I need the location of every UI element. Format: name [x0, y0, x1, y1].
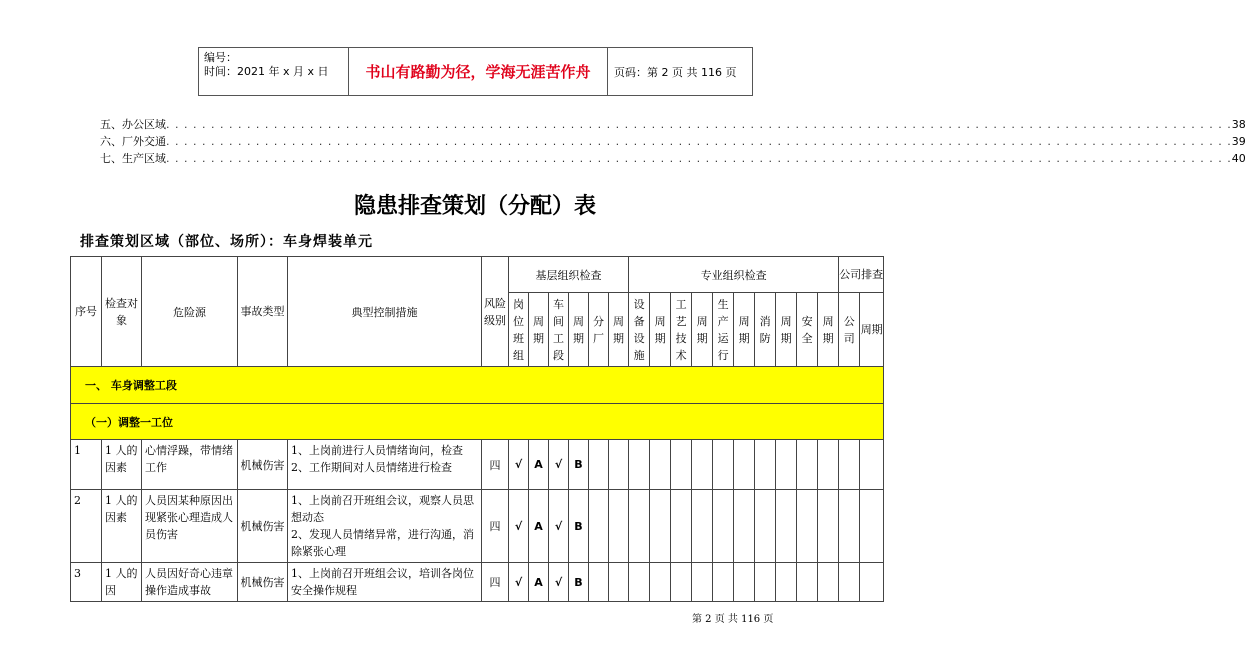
row-empty-cell — [629, 563, 650, 602]
row-object: 1 人的因 — [102, 563, 142, 602]
row-workshop-period: B — [569, 563, 589, 602]
row-empty-cell — [609, 440, 629, 490]
row-hazard: 心情浮躁，带情绪工作 — [142, 440, 238, 490]
row-risk: 四 — [482, 563, 509, 602]
row-post-period: A — [529, 440, 549, 490]
row-measures: 1、上岗前召开班组会议，培训各岗位安全操作规程 — [288, 563, 482, 602]
row-empty-cell — [692, 563, 713, 602]
table-row — [71, 490, 884, 563]
header-process: 工艺技术 — [671, 293, 692, 367]
code-label: 编号： — [204, 51, 237, 64]
header-period: 周期 — [609, 293, 629, 367]
row-risk: 四 — [482, 490, 509, 563]
toc-title: 厂外交通 — [122, 135, 166, 148]
row-empty-cell — [734, 490, 755, 563]
header-workshop: 车间工段 — [549, 293, 569, 367]
toc-num: 七、 — [100, 152, 122, 165]
row-empty-cell — [734, 563, 755, 602]
header-safety: 安全 — [797, 293, 818, 367]
toc-page: 39 — [1231, 135, 1246, 148]
row-post-period: A — [529, 490, 549, 563]
header-period: 周期 — [776, 293, 797, 367]
row-empty-cell — [797, 440, 818, 490]
planning-table — [70, 256, 884, 602]
row-empty-cell — [589, 563, 609, 602]
row-empty-cell — [650, 563, 671, 602]
row-empty-cell — [755, 490, 776, 563]
row-workshop-period: B — [569, 440, 589, 490]
header-risk: 风险级别 — [482, 257, 509, 367]
time-label: 时间：2021 年 x 月 x 日 — [204, 65, 329, 78]
subsection-heading: （一）调整一工位 — [71, 404, 884, 440]
header-hazard: 危险源 — [142, 257, 238, 367]
row-empty-cell — [776, 490, 797, 563]
toc-entry[interactable] — [100, 151, 1246, 167]
header-post: 岗位班组 — [509, 293, 529, 367]
row-empty-cell — [755, 440, 776, 490]
toc-entry[interactable] — [100, 134, 1246, 150]
toc-leader: . . . . . . . . . . . . . . . . . . . . . . . . . . . . . . . . . . . . . . . . . . . . . . . . . . . . . . . . . . . . . . . . . . . . . . . . . . . . . . . . . . . . . . . . . . . . . . . . . . . . . . . . . . . . . . . . . . . . . . . — [166, 135, 1232, 148]
row-empty-cell — [713, 440, 734, 490]
toc-leader: . . . . . . . . . . . . . . . . . . . . . . . . . . . . . . . . . . . . . . . . . . . . . . . . . . . . . . . . . . . . . . . . . . . . . . . . . . . . . . . . . . . . . . . . . . . . . . . . . . . . . . . . . . . . . . . . . . . . . . . — [166, 118, 1232, 131]
row-empty-cell — [629, 440, 650, 490]
row-accident: 机械伤害 — [238, 490, 288, 563]
row-empty-cell — [797, 490, 818, 563]
row-empty-cell — [818, 440, 839, 490]
row-risk: 四 — [482, 440, 509, 490]
toc-entry[interactable] — [100, 117, 1246, 133]
area-subtitle: 排查策划区域（部位、场所）：车身焊装单元 — [80, 234, 373, 250]
toc-page: 38 — [1231, 118, 1246, 131]
row-empty-cell — [839, 440, 860, 490]
row-accident: 机械伤害 — [238, 563, 288, 602]
row-workshop-period: B — [569, 490, 589, 563]
header-seq: 序号 — [71, 257, 102, 367]
row-object: 1 人的因素 — [102, 490, 142, 563]
row-empty-cell — [650, 440, 671, 490]
row-empty-cell — [860, 490, 884, 563]
header-slogan: 书山有路勤为径，学海无涯苦作舟 — [349, 48, 608, 95]
row-empty-cell — [650, 490, 671, 563]
row-empty-cell — [692, 440, 713, 490]
toc-title: 生产区域 — [122, 152, 166, 165]
row-post-mark: √ — [509, 490, 529, 563]
page-footer: 第 2 页 共 116 页 — [692, 614, 774, 625]
row-seq: 1 — [71, 440, 102, 490]
header-meta — [199, 48, 349, 95]
row-empty-cell — [860, 440, 884, 490]
header-period: 周期 — [818, 293, 839, 367]
row-empty-cell — [671, 563, 692, 602]
row-empty-cell — [839, 563, 860, 602]
header-accident: 事故类型 — [238, 257, 288, 367]
table-row — [71, 563, 884, 602]
header-production: 生产运行 — [713, 293, 734, 367]
header-period: 周期 — [569, 293, 589, 367]
row-workshop-mark: √ — [549, 440, 569, 490]
row-measures: 1、上岗前进行人员情绪询问，检查 2、工作期间对人员情绪进行检查 — [288, 440, 482, 490]
row-empty-cell — [818, 490, 839, 563]
document-title: 隐患排查策划（分配）表 — [353, 194, 596, 219]
header-object: 检查对象 — [102, 257, 142, 367]
row-hazard: 人员因好奇心违章操作造成事故 — [142, 563, 238, 602]
header-period: 周期 — [692, 293, 713, 367]
header-measures: 典型控制措施 — [288, 257, 482, 367]
row-empty-cell — [713, 563, 734, 602]
row-empty-cell — [589, 440, 609, 490]
row-hazard: 人员因某种原因出现紧张心理造成人员伤害 — [142, 490, 238, 563]
toc-num: 五、 — [100, 118, 122, 131]
header-period: 周期 — [734, 293, 755, 367]
row-workshop-mark: √ — [549, 490, 569, 563]
row-empty-cell — [860, 563, 884, 602]
toc-num: 六、 — [100, 135, 122, 148]
row-empty-cell — [734, 440, 755, 490]
row-empty-cell — [755, 563, 776, 602]
row-empty-cell — [797, 563, 818, 602]
header-company-group: 公司排查 — [839, 257, 884, 293]
row-seq: 2 — [71, 490, 102, 563]
header-base-group: 基层组织检查 — [509, 257, 629, 293]
header-period: 周期 — [529, 293, 549, 367]
header-fire: 消防 — [755, 293, 776, 367]
header-period: 周期 — [860, 293, 884, 367]
row-empty-cell — [629, 490, 650, 563]
toc-title: 办公区域 — [122, 118, 166, 131]
row-empty-cell — [589, 490, 609, 563]
row-empty-cell — [776, 440, 797, 490]
section-heading: 一、 车身调整工段 — [71, 367, 884, 404]
header-equipment: 设备设施 — [629, 293, 650, 367]
toc-page: 40 — [1231, 152, 1246, 165]
toc-leader: . . . . . . . . . . . . . . . . . . . . . . . . . . . . . . . . . . . . . . . . . . . . . . . . . . . . . . . . . . . . . . . . . . . . . . . . . . . . . . . . . . . . . . . . . . . . . . . . . . . . . . . . . . . . . . . . . . . . . . . — [166, 152, 1232, 165]
header-company: 公司 — [839, 293, 860, 367]
row-seq: 3 — [71, 563, 102, 602]
row-empty-cell — [692, 490, 713, 563]
row-post-mark: √ — [509, 440, 529, 490]
page-header — [198, 47, 753, 96]
header-page: 页码：第 2 页 共 116 页 — [614, 65, 737, 79]
row-empty-cell — [671, 490, 692, 563]
row-accident: 机械伤害 — [238, 440, 288, 490]
row-empty-cell — [609, 563, 629, 602]
table-row — [71, 440, 884, 490]
table-body — [71, 440, 884, 602]
row-object: 1 人的因素 — [102, 440, 142, 490]
row-empty-cell — [609, 490, 629, 563]
header-branch: 分厂 — [589, 293, 609, 367]
row-empty-cell — [671, 440, 692, 490]
row-post-period: A — [529, 563, 549, 602]
row-empty-cell — [713, 490, 734, 563]
row-measures: 1、上岗前召开班组会议，观察人员思想动态 2、发现人员情绪异常，进行沟通，消除紧张心理 — [288, 490, 482, 563]
row-workshop-mark: √ — [549, 563, 569, 602]
row-post-mark: √ — [509, 563, 529, 602]
row-empty-cell — [776, 563, 797, 602]
header-period: 周期 — [650, 293, 671, 367]
row-empty-cell — [818, 563, 839, 602]
header-pro-group: 专业组织检查 — [629, 257, 839, 293]
row-empty-cell — [839, 490, 860, 563]
